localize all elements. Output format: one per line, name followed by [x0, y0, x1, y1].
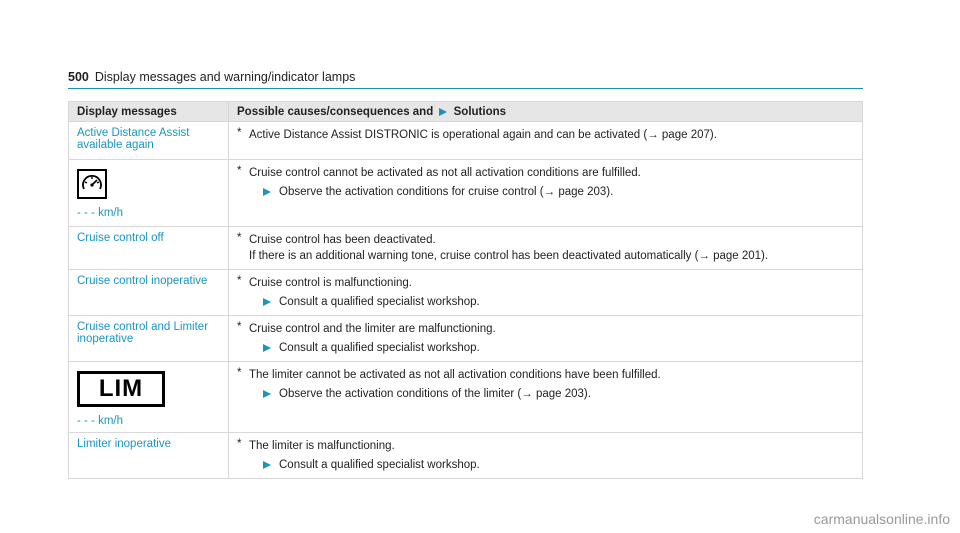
column-header-display: Display messages [69, 102, 229, 122]
cause-text: Cruise control is malfunctioning. [249, 277, 412, 289]
solution-arrow-icon [263, 344, 271, 352]
display-message: Cruise control off [69, 227, 229, 270]
solution-arrow-icon [263, 188, 271, 196]
table-header-row [69, 102, 863, 122]
watermark: carmanualsonline.info [813, 511, 950, 527]
speedometer-icon [77, 169, 107, 199]
solution-arrow-icon [263, 390, 271, 398]
cause-text-additional: If there is an additional warning tone, cruise control has been deactivated automatically (→ page 201). [249, 250, 769, 262]
table-row [69, 316, 863, 362]
header-rule [68, 88, 863, 89]
display-messages-table [68, 101, 863, 479]
cause-cell [229, 316, 863, 362]
table-row [69, 160, 863, 227]
cause-text: Cruise control and the limiter are malfunctioning. [249, 323, 496, 335]
cause-cell [229, 122, 863, 160]
cause-text: The limiter is malfunctioning. [249, 440, 395, 452]
display-message: Cruise control inoperative [69, 270, 229, 316]
table-row [69, 270, 863, 316]
solution-item [249, 457, 854, 473]
speed-readout: - - - km/h [77, 207, 123, 219]
cause-text: Active Distance Assist DISTRONIC is operational again and can be activated (→ page 207). [249, 129, 717, 141]
page-number: 500 [68, 70, 89, 84]
bullet-star: * [237, 275, 242, 287]
bullet-star: * [237, 367, 242, 379]
bullet-star: * [237, 127, 242, 139]
bullet-star: * [237, 321, 242, 333]
solution-text: Consult a qualified specialist workshop. [279, 296, 480, 308]
limiter-icon: LIM [77, 371, 165, 407]
table-row [69, 362, 863, 433]
solution-item [249, 340, 854, 356]
solution-item [249, 294, 854, 310]
cause-text: Cruise control cannot be activated as not all activation conditions are fulfilled. [249, 167, 641, 179]
table-row [69, 122, 863, 160]
solution-item [249, 184, 854, 200]
page-section-title: Display messages and warning/indicator lamps [94, 70, 356, 84]
bullet-star: * [237, 438, 242, 450]
speed-readout: - - - km/h [77, 415, 123, 427]
display-message [69, 160, 229, 227]
bullet-star: * [237, 165, 242, 177]
cause-text: The limiter cannot be activated as not all activation conditions have been fulfilled. [249, 369, 661, 381]
column-header-causes: Possible causes/consequences and Solutions [229, 102, 863, 122]
solution-text: Consult a qualified specialist workshop. [279, 459, 480, 471]
page-header [68, 70, 355, 84]
cause-text: Cruise control has been deactivated. [249, 234, 436, 246]
solution-text: Consult a qualified specialist workshop. [279, 342, 480, 354]
display-message: Active Distance Assist available again [69, 122, 229, 160]
solution-text: Observe the activation conditions for cruise control (→ page 203). [279, 186, 614, 198]
solution-arrow-icon [263, 298, 271, 306]
table-row [69, 433, 863, 479]
table-row [69, 227, 863, 270]
cause-cell [229, 362, 863, 433]
solution-text: Observe the activation conditions of the limiter (→ page 203). [279, 388, 591, 400]
cause-cell [229, 270, 863, 316]
cause-cell [229, 433, 863, 479]
cause-cell [229, 227, 863, 270]
solution-arrow-icon [439, 108, 447, 116]
bullet-star: * [237, 232, 242, 244]
solution-arrow-icon [263, 461, 271, 469]
solution-item [249, 386, 854, 402]
display-message [69, 362, 229, 433]
cause-cell [229, 160, 863, 227]
display-message: Limiter inoperative [69, 433, 229, 479]
display-message: Cruise control and Limiter inoperative [69, 316, 229, 362]
